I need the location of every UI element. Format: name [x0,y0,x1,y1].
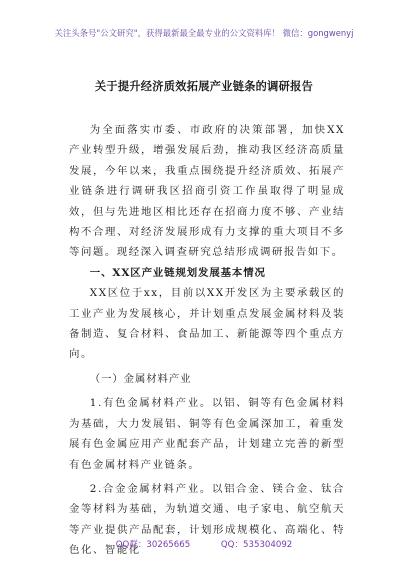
document-title: 关于提升经济质效拓展产业链条的调研报告 [94,79,314,93]
paragraph-item-1: 1.有色金属材料产业。以铝、铜等有色金属材料为基础，大力发展铝、铜等有色金属深加工，着重发展有色金属应用产业配套产品，计划建立完善的新型有色金属材料产业链条。 [69,397,345,471]
paragraph-intro: 为全面落实市委、市政府的决策部署，加快XX产业转型升级，增强发展后劲，推动我区经济高质量发展，今年以来，我重点围绕提升经济质效、拓展产业链条进行调研我区招商引资工作虽取得了明显成效，但与先进地区相比还存在招商力度不够、产业结构不合理、对经济发展形成有力支撑的重大项目不多等问题。现经深入调查研究总结形成调研报告如下。 [69,124,345,259]
subsection-heading: （一）金属材料产业 [89,372,192,385]
paragraph-overview: XX区位于xx，目前以XX开发区为主要承载区的工业产业为发展核心，并计划重点发展金属材料及装备制造、复合材料、食品加工、新能源等四个重点方向。 [69,287,345,361]
paragraph-item-2: 2.合金金属材料产业。以铝合金、镁合金、钛合金等材料为基础，为轨道交通、电子家电、航空航天等产业提供产品配套，计划形成规模化、高端化、特色化、智能化 [69,482,345,557]
footer-contact [0,538,408,550]
section-heading: 一、XX区产业链规划发展基本情况 [89,266,266,279]
header-banner: 关注头条号"公文研究"，获得最新最全最专业的公文资料库！ 微信：gongwenyj [54,28,354,38]
footer-qq-group: QQ群：30265665 [115,540,191,550]
footer-qq-number: QQ：535304092 [220,540,293,550]
document-body [69,120,345,561]
